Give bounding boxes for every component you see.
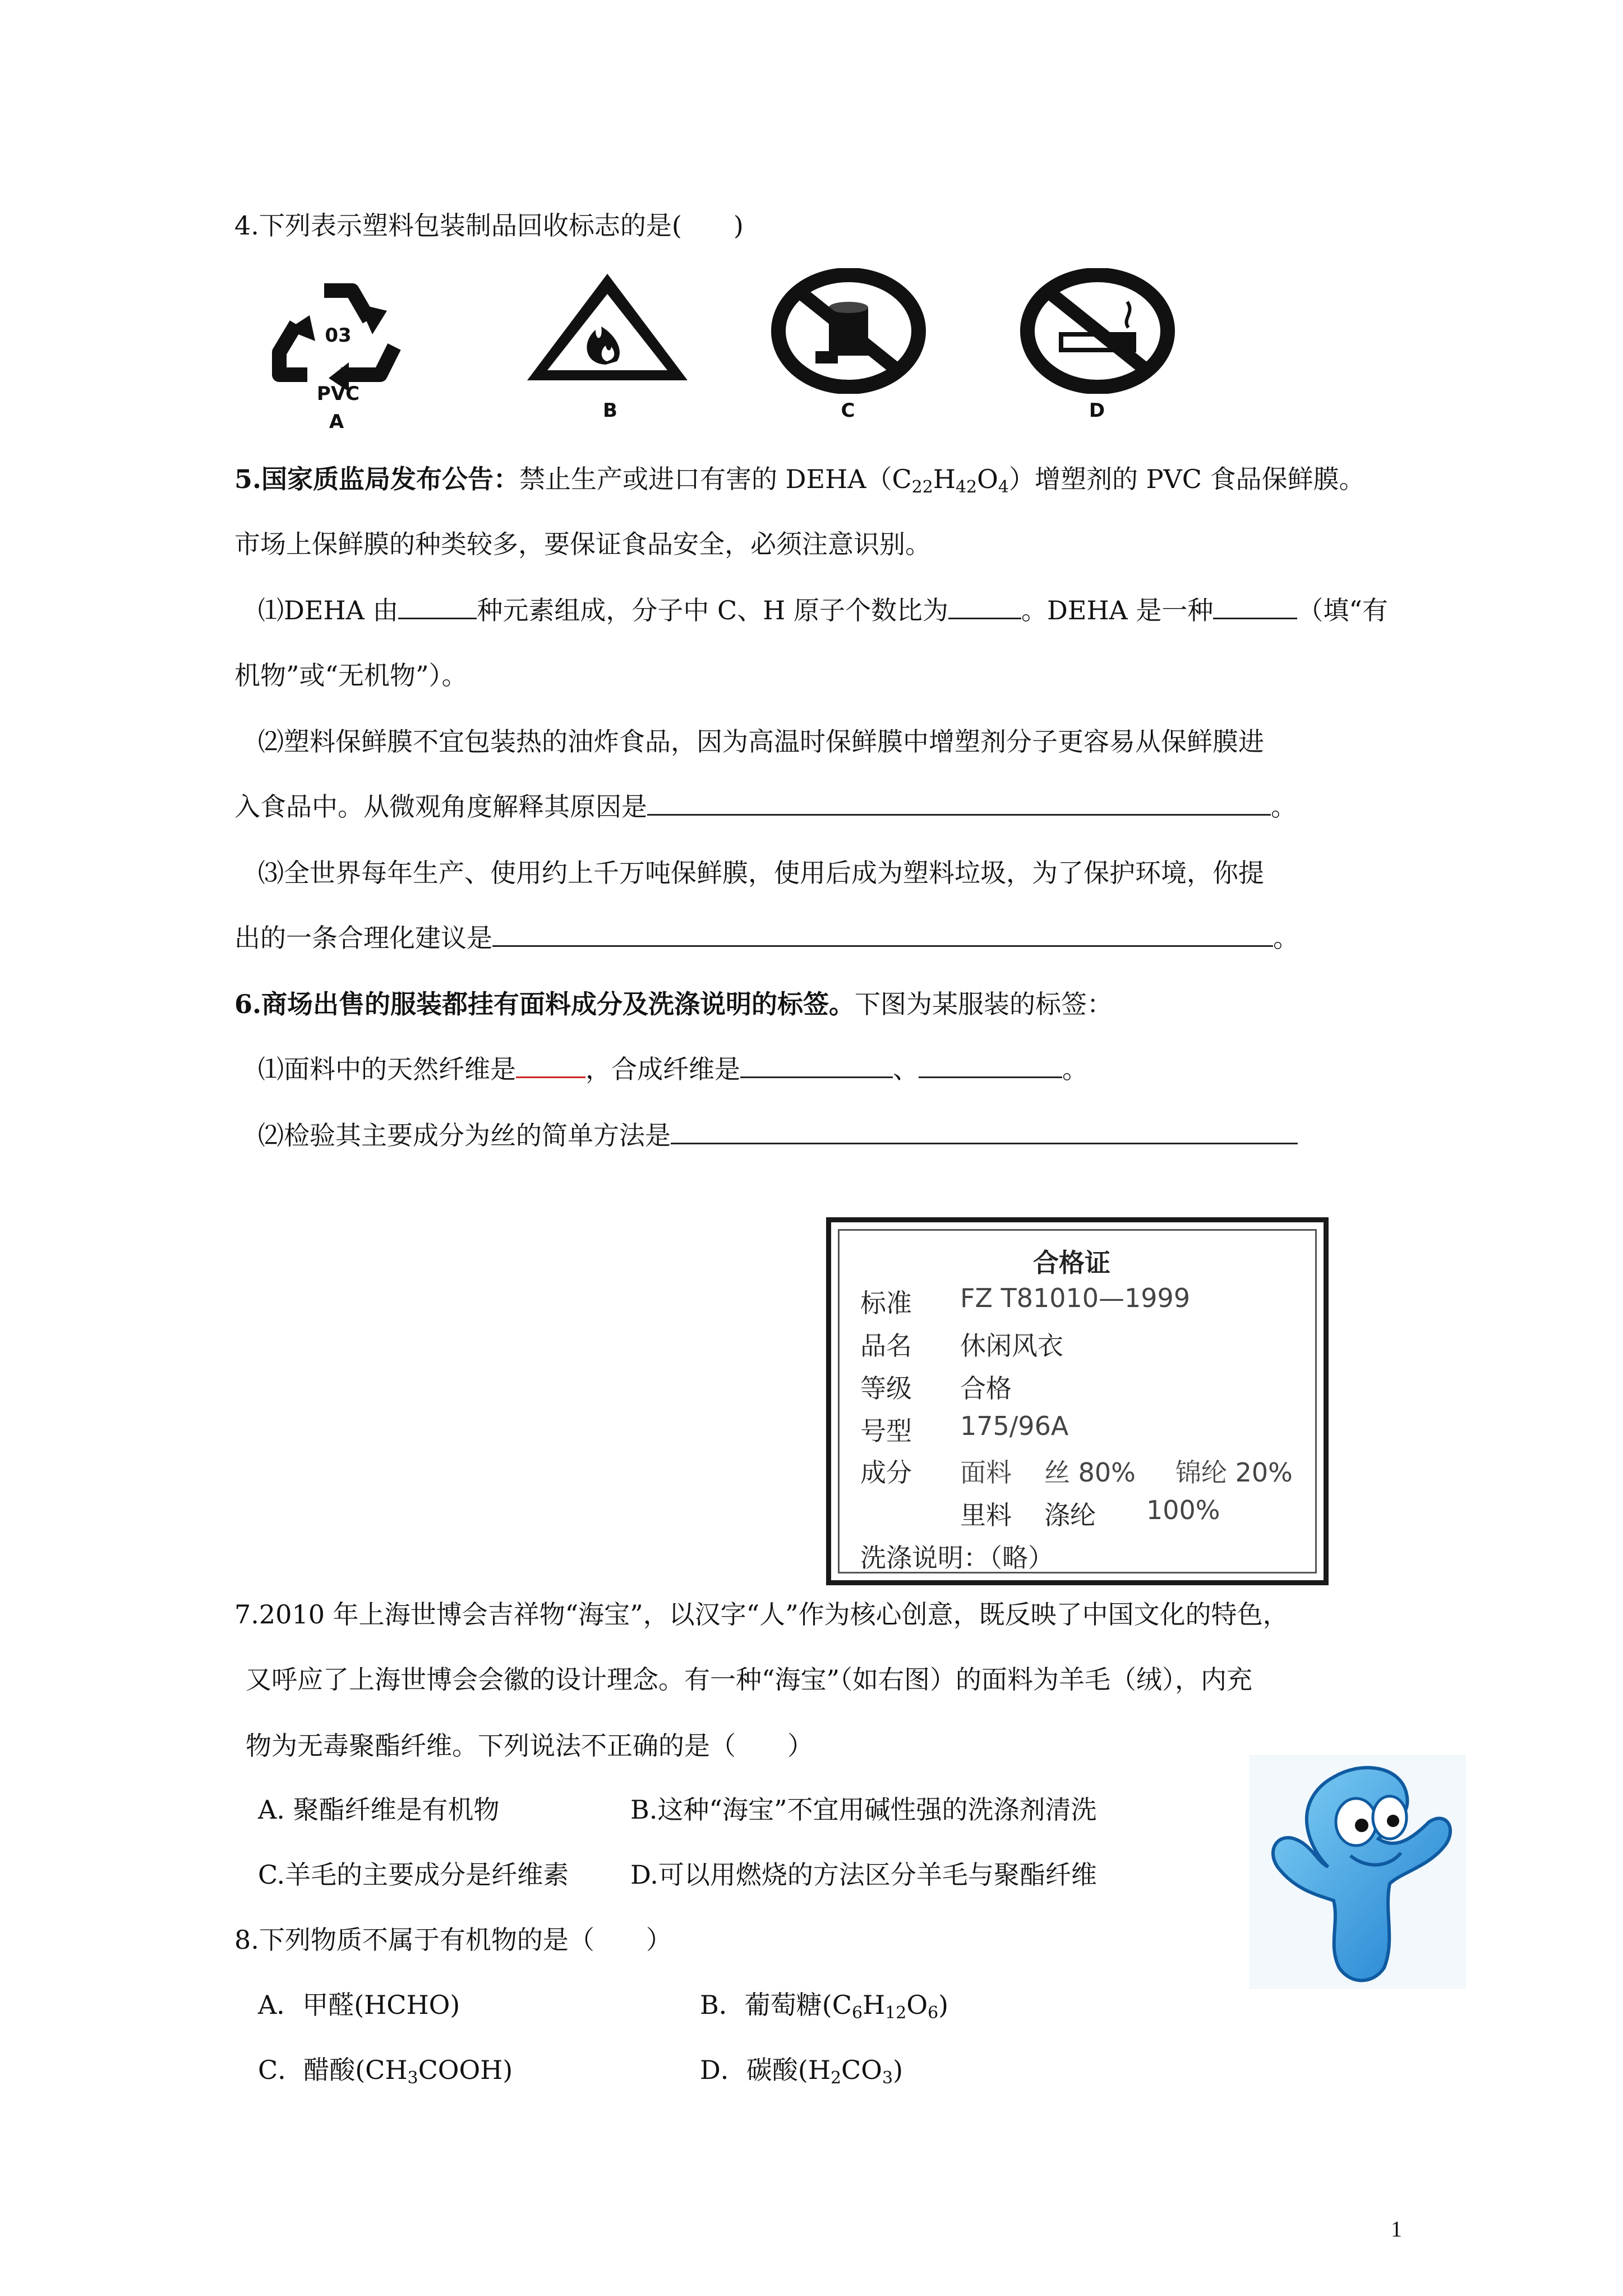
q8-optc-s1: 3 [407, 2068, 418, 2088]
q6-p1-b: ，合成纤维是 [585, 1054, 740, 1084]
label-row-key: 标准 [860, 1288, 912, 1318]
label-row-key: 等级 [860, 1373, 912, 1404]
q8-optb-c: O [906, 1990, 928, 2020]
label-title: 合格证 [1033, 1248, 1110, 1278]
caption-a: A [329, 411, 344, 433]
q5-part3-line2 [234, 921, 1299, 955]
q5-p3-end: 。 [1273, 923, 1299, 953]
garment-label [826, 1217, 1329, 1585]
recycle-sub: PVC [316, 383, 360, 405]
label-fabric-outer-nylon: 锦纶 20% [1175, 1457, 1293, 1488]
q8-option-d [700, 2053, 903, 2087]
q8-optb-b: H [863, 1990, 886, 2020]
q6-p1-d: 。 [1062, 1054, 1088, 1084]
q8-stem: 8.下列物质不属于有机物的是（ ） [234, 1925, 672, 1955]
q6-blank-synthetic-1[interactable] [740, 1054, 893, 1078]
q6-stem-rest: 下图为某服装的标签： [855, 989, 1113, 1019]
q8-option-c [258, 2053, 513, 2087]
q5-part1-line2: 机物”或“无机物”）。 [234, 660, 468, 691]
q7-line3: 物为无毒聚酯纤维。下列说法不正确的是（ ） [246, 1731, 813, 1761]
q5-line2: 市场上保鲜膜的种类较多，要保证食品安全，必须注意识别。 [234, 529, 931, 559]
q6-blank-synthetic-2[interactable] [919, 1054, 1062, 1078]
q8-optb-s3: 6 [928, 2003, 939, 2023]
q7-option-a: A. 聚酯纤维是有机物 [258, 1795, 500, 1825]
caption-d: D [1089, 399, 1105, 422]
q5-sub2: 42 [955, 477, 978, 497]
recycle-number: 03 [325, 324, 352, 347]
q5-blank-elements[interactable] [398, 595, 477, 619]
q6-p1-c: 、 [893, 1054, 919, 1084]
q5-part2-line2 [234, 790, 1297, 823]
label-fabric-outer-silk: 丝 80% [1044, 1457, 1136, 1488]
q6-blank-method[interactable] [671, 1120, 1298, 1144]
no-smoking-icon [1016, 268, 1179, 394]
q6-part2 [258, 1119, 1298, 1152]
q8-optd-s2: 3 [882, 2068, 893, 2088]
label-wash-instructions: 洗涤说明：（略） [860, 1543, 1054, 1573]
q5-part1 [258, 593, 1388, 627]
flammable-warning-icon [522, 268, 693, 387]
label-row-key: 品名 [860, 1331, 912, 1361]
no-littering-icon [767, 268, 930, 394]
q8-optd-s1: 2 [830, 2068, 842, 2088]
label-row-value: FZ T81010—1999 [960, 1283, 1191, 1313]
q7-line2: 又呼应了上海世博会会徽的设计理念。有一种“海宝”（如右图）的面料为羊毛（绒），内充 [246, 1664, 1253, 1695]
q8-optb-s1: 6 [851, 2003, 863, 2023]
q5-part3: ⑶全世界每年生产、使用约上千万吨保鲜膜，使用后成为塑料垃圾，为了保护环境，你提 [258, 858, 1264, 888]
q6-p2-text: ⑵检验其主要成分为丝的简单方法是 [258, 1120, 671, 1151]
q7-line1: 7.2010 年上海世博会吉祥物“海宝”，以汉字“人”作为核心创意，既反映了中国文化的特色， [234, 1599, 1289, 1630]
q5-stem-d: ）增塑剂的 PVC 食品保鲜膜。 [1008, 464, 1365, 494]
label-composition-key: 成分 [860, 1457, 912, 1488]
q5-p1-b: 种元素组成，分子中 C、H 原子个数比为 [477, 595, 948, 625]
q8-optc-a: C．醋酸(CH [258, 2055, 408, 2085]
q5-stem [234, 462, 1365, 496]
q8-optd-b: CO [841, 2055, 882, 2085]
q5-stem-c: O [977, 464, 998, 494]
label-row-key: 号型 [860, 1416, 912, 1446]
q6-p1-a: ⑴面料中的天然纤维是 [258, 1054, 516, 1084]
q8-optd-a: D．碳酸(H [700, 2055, 831, 2085]
q5-stem-b: H [933, 464, 956, 494]
q7-option-d: D.可以用燃烧的方法区分羊毛与聚酯纤维 [630, 1860, 1097, 1890]
q6-blank-natural[interactable] [516, 1054, 585, 1078]
haibao-mascot-image [1249, 1755, 1466, 1989]
q8-optc-b: COOH) [418, 2055, 513, 2085]
label-fabric-lining-percent: 100% [1146, 1495, 1220, 1525]
q5-p2-end: 。 [1271, 792, 1297, 822]
q5-p1-c: 。DEHA 是一种 [1021, 595, 1214, 625]
label-row-value: 合格 [960, 1373, 1012, 1404]
q5-sub1: 22 [911, 477, 933, 497]
q5-p3-text: 出的一条合理化建议是 [234, 923, 492, 953]
q5-part2: ⑵塑料保鲜膜不宜包装热的油炸食品，因为高温时保鲜膜中增塑剂分子更容易从保鲜膜进 [258, 726, 1264, 757]
q5-blank-type[interactable] [1213, 595, 1297, 619]
label-row-value: 175/96A [960, 1411, 1069, 1441]
q5-blank-reason[interactable] [647, 792, 1271, 816]
q5-blank-suggestion[interactable] [492, 923, 1273, 947]
q5-sub3: 4 [998, 477, 1009, 497]
q4-stem: 4.下列表示塑料包装制品回收标志的是( ) [234, 210, 744, 241]
caption-b: B [603, 399, 617, 422]
q5-stem-a: 禁止生产或进口有害的 DEHA（C [519, 464, 912, 494]
label-fabric-lining: 里料 [960, 1500, 1012, 1530]
q6-stem [234, 987, 1113, 1021]
caption-c: C [841, 399, 855, 422]
label-fabric-outer: 面料 [960, 1457, 1012, 1488]
label-fabric-lining-material: 涤纶 [1044, 1500, 1096, 1530]
q8-optb-s2: 12 [885, 2003, 907, 2023]
q7-option-c: C.羊毛的主要成分是纤维素 [258, 1860, 569, 1890]
label-row-value: 休闲风衣 [960, 1331, 1063, 1361]
q6-stem-bold: 6.商场出售的服装都挂有面料成分及洗涤说明的标签。 [234, 989, 855, 1019]
q5-p2-text: 入食品中。从微观角度解释其原因是 [234, 792, 647, 822]
q5-blank-ratio[interactable] [948, 595, 1021, 619]
q8-option-b [700, 1988, 948, 2022]
q5-p1-a: ⑴DEHA 由 [258, 595, 399, 625]
q8-optb-a: B．葡萄糖(C [700, 1990, 852, 2020]
q8-option-a: A．甲醛(HCHO) [258, 1990, 460, 2020]
q5-p1-d: （填“有 [1297, 595, 1388, 625]
q7-option-b: B.这种“海宝”不宜用碱性强的洗涤剂清洗 [630, 1795, 1097, 1825]
q8-optd-c: ) [893, 2055, 903, 2085]
q8-optb-d: ) [938, 1990, 949, 2020]
page-number: 1 [1391, 2216, 1402, 2242]
q5-stem-bold: 5.国家质监局发布公告： [234, 464, 520, 494]
q6-part1 [258, 1052, 1088, 1086]
